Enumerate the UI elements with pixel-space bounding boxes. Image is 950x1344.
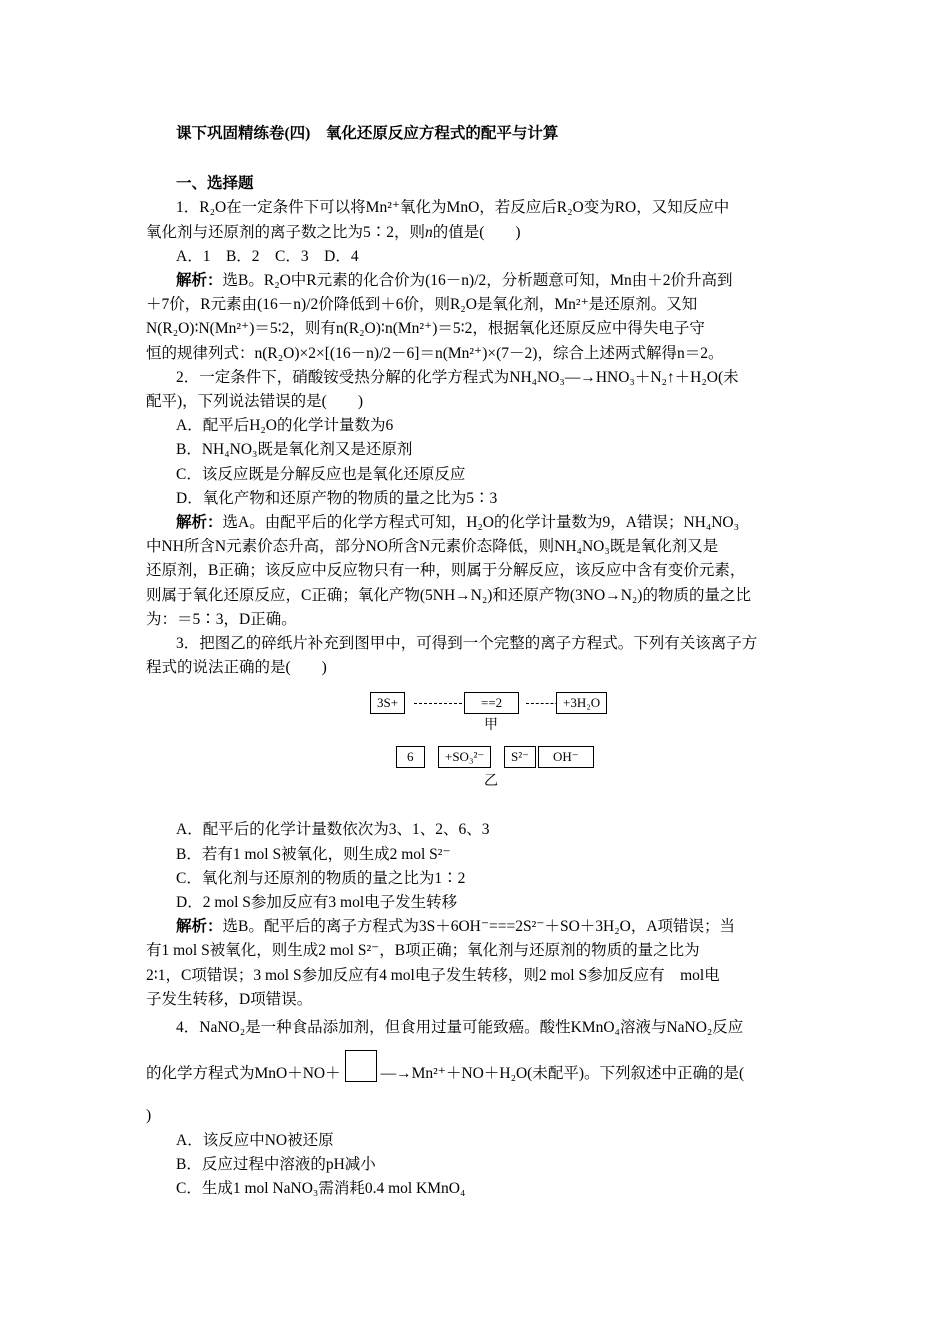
jia-piece-3: +3H₂O bbox=[556, 692, 607, 714]
q4-stem-line-3: ) bbox=[146, 1107, 152, 1125]
yi-piece-1: 6 bbox=[396, 746, 425, 768]
jia-piece-1: 3S+ bbox=[370, 692, 405, 714]
q3-option-a: A．配平后的化学计量数依次为3、1、2、6、3 bbox=[176, 821, 490, 839]
q4-option-b: B．反应过程中溶液的pH减小 bbox=[176, 1155, 376, 1173]
question-4 bbox=[146, 1016, 806, 1201]
q2-analysis-line-5: 为：＝5∶3，D正确。 bbox=[146, 610, 297, 628]
q1-analysis-line-2: ＋7价，R元素由(16－n)/2价降低到＋6价，则R₂O是氧化剂，Mn²⁺是还原剂。又知 bbox=[146, 296, 698, 314]
q2-analysis-line-3: 还原剂，B正确；该反应中反应物只有一种，则属于分解反应，该反应中含有变价元素， bbox=[146, 562, 746, 580]
q4-stem-line-2 bbox=[146, 1050, 806, 1094]
q3-option-b: B．若有1 mol S被氧化，则生成2 mol S²⁻ bbox=[176, 845, 451, 863]
q4-option-c: C．生成1 mol NaNO₃需消耗0.4 mol KMnO₄ bbox=[176, 1179, 466, 1197]
q1-variable: n bbox=[425, 223, 433, 241]
jia-caption: 甲 bbox=[484, 718, 498, 734]
q1-analysis-line-3: N(R₂O)∶N(Mn²⁺)＝5∶2，则有n(R₂O)∶n(Mn²⁺)＝5∶2，根据氧化还原反应中得失电子守 bbox=[146, 320, 705, 338]
q2-stem-line-2: 配平)，下列说法错误的是( ) bbox=[146, 393, 363, 411]
question-2 bbox=[146, 366, 806, 632]
analysis-label: 解析： bbox=[176, 272, 223, 290]
q1-stem-tail: 的值是( ) bbox=[432, 223, 521, 241]
q2-analysis-text: 选A。由配平后的化学方程式可知，H₂O的化学计量数为9，A错误；NH₄NO₃ bbox=[222, 514, 740, 532]
q2-option-b: B．NH₄NO₃既是氧化剂又是还原剂 bbox=[176, 441, 413, 459]
q2-analysis-line-4: 则属于氧化还原反应，C正确；氧化产物(5NH→N₂)和还原产物(3NO→N₂)的物质的量之比 bbox=[146, 586, 751, 604]
analysis-label: 解析： bbox=[176, 514, 223, 532]
q3-stem-line-2: 程式的说法正确的是( ) bbox=[146, 659, 327, 677]
q2-stem-line-1: 2．一定条件下，硝酸铵受热分解的化学方程式为NH₄NO₃―→HNO₃＋N₂↑＋H₂O(未 bbox=[176, 368, 739, 386]
q2-option-a: A．配平后H₂O的化学计量数为6 bbox=[176, 417, 394, 435]
q3-analysis-line-1 bbox=[146, 915, 806, 939]
yi-piece-4: OH⁻ bbox=[538, 746, 594, 768]
q2-option-c: C．该反应既是分解反应也是氧化还原反应 bbox=[176, 465, 466, 483]
q2-analysis-line-2: 中NH所含N元素价态升高，部分NO所含N元素价态降低，则NH₄NO₃既是氧化剂又是 bbox=[146, 538, 719, 556]
q3-analysis-text: 选B。配平后的离子方程式为3S＋6OH⁻===2S²⁻＋SO＋3H₂O，A项错误；当 bbox=[222, 918, 736, 936]
analysis-label: 解析： bbox=[176, 918, 223, 936]
q3-figure bbox=[146, 684, 806, 814]
q4-stem-line-1: 4．NaNO₂是一种食品添加剂，但食用过量可能致癌。酸性KMnO₄溶液与NaNO₂反应 bbox=[176, 1019, 744, 1037]
page-title: 课下巩固精练卷(四) 氧化还原反应方程式的配平与计算 bbox=[176, 125, 559, 142]
q3-option-d: D．2 mol S参加反应有3 mol电子发生转移 bbox=[176, 894, 458, 912]
jia-dash-1 bbox=[414, 703, 462, 704]
q4-stem-text: 的化学方程式为MnO＋NO＋ bbox=[146, 1065, 341, 1083]
q1-stem-text: 氧化剂与还原剂的离子数之比为5∶2，则 bbox=[146, 223, 426, 241]
q2-analysis-line-1 bbox=[146, 511, 806, 535]
blank-box bbox=[345, 1050, 377, 1082]
q3-analysis-line-2: 有1 mol S被氧化，则生成2 mol S²⁻，B项正确；氧化剂与还原剂的物质的量之比为 bbox=[146, 942, 700, 960]
q4-option-a: A．该反应中NO被还原 bbox=[176, 1131, 334, 1149]
document-page bbox=[146, 122, 806, 1201]
jia-piece-2: ==2 bbox=[464, 692, 519, 714]
q3-analysis-line-3: 2∶1，C项错误；3 mol S参加反应有4 mol电子发生转移，则2 mol S参加反应有 mol电 bbox=[146, 966, 720, 984]
q1-options: A．1 B．2 C．3 D．4 bbox=[176, 247, 359, 265]
q1-analysis-line-1 bbox=[146, 269, 806, 293]
q2-option-d: D．氧化产物和还原产物的物质的量之比为5∶3 bbox=[176, 489, 498, 507]
section-heading: 一、选择题 bbox=[176, 175, 254, 193]
q3-analysis-line-4: 子发生转移，D项错误。 bbox=[146, 990, 313, 1008]
question-3 bbox=[146, 632, 806, 1012]
q1-analysis-text: 选B。R₂O中R元素的化合价为(16－n)/2，分析题意可知，Mn由＋2价升高到 bbox=[222, 272, 733, 290]
yi-piece-2: +SO₃²⁻ bbox=[438, 746, 491, 768]
q1-analysis-line-4: 恒的规律列式：n(R₂O)×2×[(16－n)/2－6]＝n(Mn²⁺)×(7－2)，综合上述两式解得n＝2。 bbox=[146, 344, 724, 362]
q1-stem-line-2 bbox=[146, 221, 806, 245]
q1-stem-line-1: 1．R₂O在一定条件下可以将Mn²⁺氧化为MnO，若反应后R₂O变为RO，又知反应中 bbox=[176, 199, 730, 217]
q4-stem-tail: ―→Mn²⁺＋NO＋H₂O(未配平)。下列叙述中正确的是( bbox=[380, 1065, 745, 1083]
q3-stem-line-1: 3．把图乙的碎纸片补充到图甲中，可得到一个完整的离子方程式。下列有关该离子方 bbox=[176, 635, 758, 653]
q3-option-c: C．氧化剂与还原剂的物质的量之比为1∶2 bbox=[176, 869, 466, 887]
yi-piece-3: S²⁻ bbox=[504, 746, 536, 768]
question-1 bbox=[146, 196, 806, 365]
yi-caption: 乙 bbox=[484, 774, 498, 790]
